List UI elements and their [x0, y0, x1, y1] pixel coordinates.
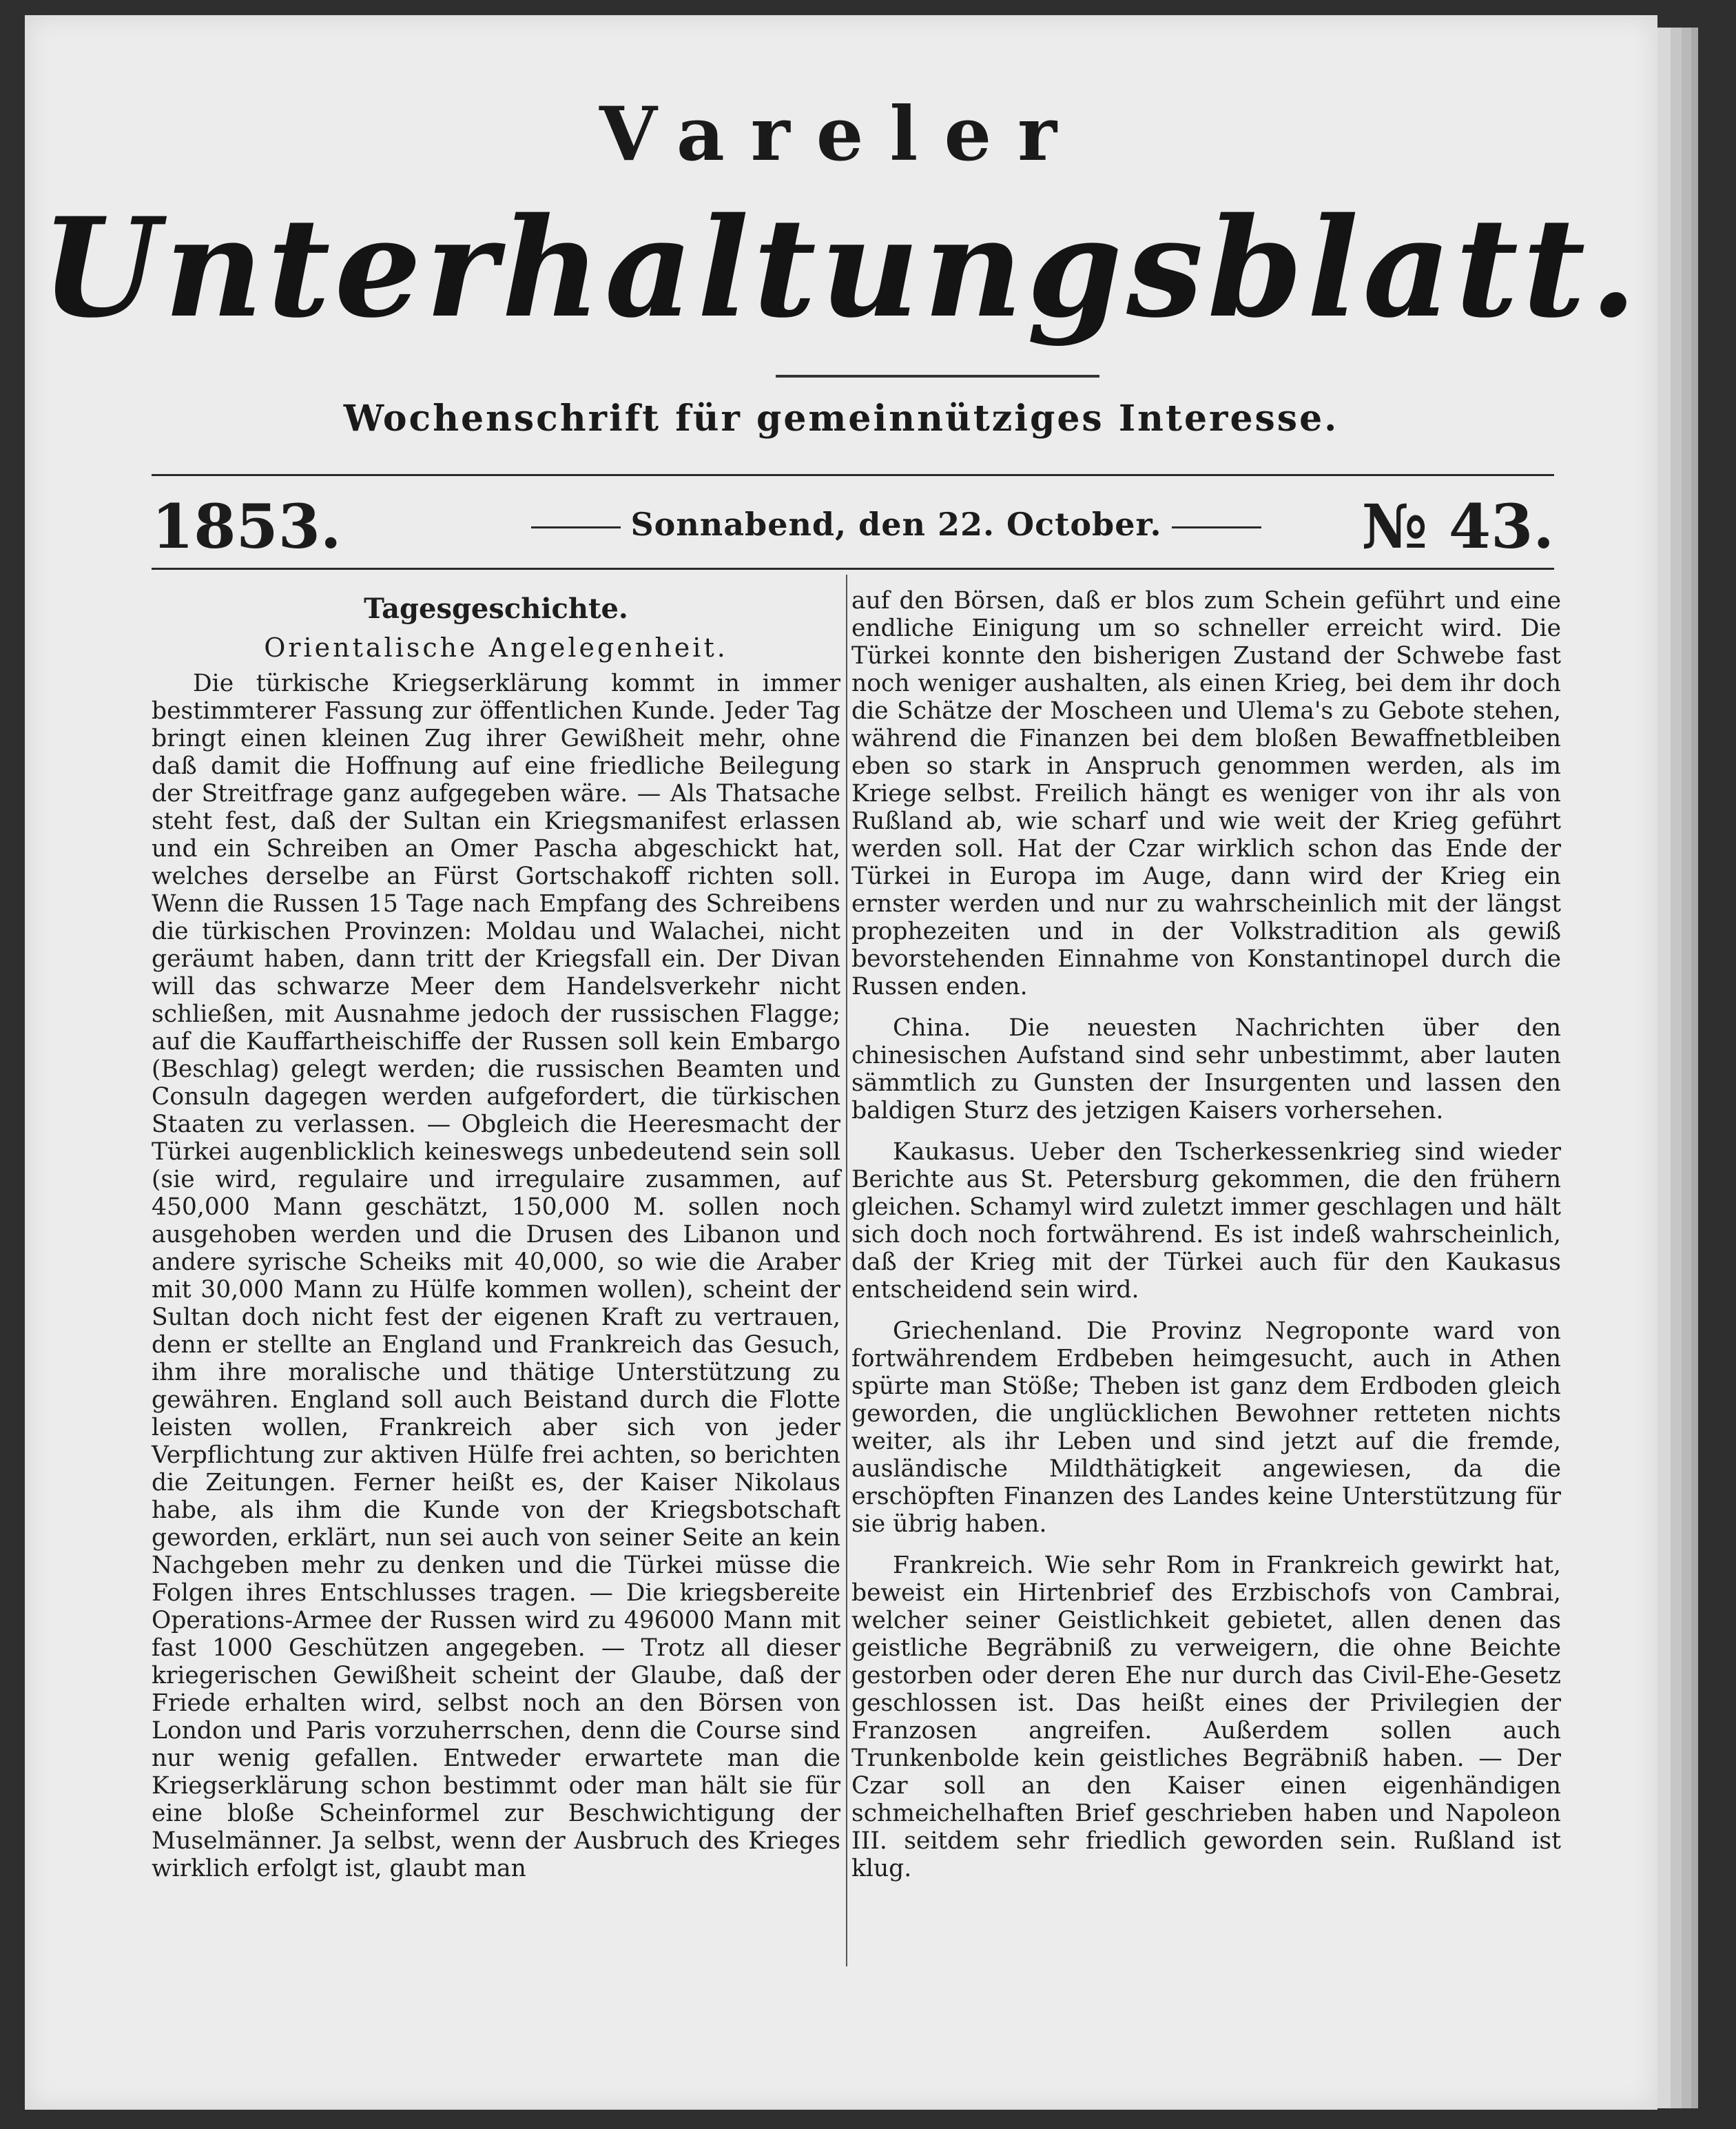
masthead-top-word: Vareler	[599, 91, 1084, 178]
issue-date-line	[507, 506, 1285, 543]
newspaper-page	[25, 15, 1657, 2110]
left-column	[152, 587, 840, 1882]
issue-year: 1853.	[152, 491, 342, 562]
news-item-griechenland: Griechenland. Die Provinz Negroponte ward von fortwährendem Erdbeben heimgesucht, auch in Athen spürte man Stöße; Theben ist ganz dem Erdboden gleich geworden, die unglücklichen Bewohner retteten nichts weiter, als ihr Leben und sind jetzt auf die fremde, ausländische Mildthätigkeit angewiesen, da die erschöpften Finanzen des Landes keine Unterstützung für sie übrig haben.	[851, 1317, 1561, 1538]
news-item-china: China. Die neuesten Nachrichten über den chinesischen Aufstand sind sehr unbestimmt, aber lauten sämmtlich zu Gunsten der Insurgenten und lassen den baldigen Sturz des jetzigen Kaisers vorhersehen.	[851, 1014, 1561, 1124]
masthead-rule	[776, 375, 1099, 378]
article-paragraph: Die türkische Kriegserklärung kommt in immer bestimmterer Fassung zur öffentlichen Kunde. Jeder Tag bringt einen kleinen Zug ihrer Gewißheit mehr, ohne daß damit die Hoffnung auf eine friedliche Beilegung der Streitfrage ganz aufgegeben wäre. — Als Thatsache steht fest, daß der Sultan ein Kriegsmanifest erlassen und ein Schreiben an Omer Pascha abgeschickt hat, welches derselbe an Fürst Gortschakoff richten soll. Wenn die Russen 15 Tage nach Empfang des Schreibens die türkischen Provinzen: Moldau und Walachei, nicht geräumt haben, dann tritt der Kriegsfall ein. Der Divan will das schwarze Meer dem Handelsverkehr nicht schließen, mit Ausnahme jedoch der russischen Flagge; auf die Kauffartheischiffe der Russen soll kein Embargo (Beschlag) gelegt werden; die russischen Beamten und Consuln dagegen werden aufgefordert, die türkischen Staaten zu verlassen. — Obgleich die Heeresmacht der Türkei augenblicklich keineswegs unbedeutend sein soll (sie wird, regulaire und irregulaire zusammen, auf 450,000 Mann geschätzt, 150,000 M. sollen noch ausgehoben werden und die Drusen des Libanon und andere syrische Scheiks mit 40,000, so wie die Araber mit 30,000 Mann zu Hülfe kommen wollen), scheint der Sultan doch nicht fest der eigenen Kraft zu vertrauen, denn er stellte an England und Frankreich das Gesuch, ihm ihre moralische und thätige Unterstützung zu gewähren. England soll auch Beistand durch die Flotte leisten wollen, Frankreich aber sich von jeder Verpflichtung zur aktiven Hülfe frei achten, so berichten die Zeitungen. Ferner heißt es, der Kaiser Nikolaus habe, als ihm die Kunde von der Kriegsbotschaft geworden, erklärt, nun sei auch von seiner Seite an kein Nachgeben mehr zu denken und die Türkei müsse die Folgen ihres Entschlusses tragen. — Die kriegsbereite Operations-Armee der Russen wird zu 496000 Mann mit fast 1000 Geschützen angegeben. — Trotz all dieser kriegerischen Gewißheit scheint der Glaube, daß der Friede erhalten wird, selbst noch an den Börsen von London und Paris vorzuherrschen, denn die Course sind nur wenig gefallen. Entweder erwartete man die Kriegserklärung schon bestimmt oder man hält sie für eine bloße Scheinformel zur Beschwichtigung der Muselmänner. Ja selbst, wenn der Ausbruch des Krieges wirklich erfolgt ist, glaubt man	[152, 670, 840, 1882]
issue-date: Sonnabend, den 22. October.	[630, 506, 1162, 543]
divider-top	[152, 474, 1554, 476]
news-item-kaukasus: Kaukasus. Ueber den Tscherkessenkrieg sind wieder Berichte aus St. Petersburg gekommen, die den frühern gleichen. Schamyl wird zuletzt immer geschlagen und hält sich doch noch fortwährend. Es ist indeß wahrscheinlich, daß der Krieg mit der Türkei auch für den Kaukasus entscheidend sein wird.	[851, 1138, 1561, 1304]
divider-bottom	[152, 568, 1554, 570]
page-stack-edge	[1671, 28, 1682, 2108]
issue-number: № 43.	[1361, 491, 1554, 562]
right-column	[851, 587, 1561, 1882]
section-title: Tagesgeschichte.	[364, 593, 628, 625]
masthead-title: Unterhaltungsblatt.	[41, 187, 1642, 348]
dateline	[25, 491, 1657, 566]
ornament-rule-right	[1172, 526, 1261, 528]
ornament-rule-left	[531, 526, 621, 528]
article-paragraph: auf den Börsen, daß er blos zum Schein geführt und eine endliche Einigung um so schneller erreicht wird. Die Türkei konnte den bisherigen Zustand der Schwebe fast noch weniger aushalten, als einen Krieg, bei dem ihr doch die Schätze der Moscheen und Ulema's zu Gebote stehen, während die Finanzen bei dem bloßen Bewaffnetbleiben eben so stark in Anspruch genommen werden, als im Kriege selbst. Freilich hängt es weniger von ihr als von Rußland ab, wie scharf und wie weit der Krieg geführt werden soll. Hat der Czar wirklich schon das Ende der Türkei in Europa im Auge, dann wird der Krieg ein ernster werden und nur zu wahrscheinlich mit der längst prophezeiten und in der Volkstradition als gewiß bevorstehenden Einnahme von Konstantinopel durch die Russen enden.	[851, 587, 1561, 1000]
news-item-frankreich: Frankreich. Wie sehr Rom in Frankreich gewirkt hat, beweist ein Hirtenbrief des Erzbischofs von Cambrai, welcher seiner Geistlichkeit gebietet, allen denen das geistliche Begräbniß zu verweigern, die ohne Beichte gestorben oder deren Ehe nur durch das Civil-Ehe-Gesetz geschlossen ist. Das heißt eines der Privilegien der Franzosen angreifen. Außerdem sollen auch Trunkenbolde kein geistliches Begräbniß haben. — Der Czar soll an den Kaiser einen eigenhändigen schmeichelhaften Brief geschrieben haben und Napoleon III. seitdem sehr friedlich geworden sein. Rußland ist klug.	[851, 1552, 1561, 1882]
page-stack-edge	[1691, 28, 1698, 2108]
article-title: Orientalische Angelegenheit.	[264, 632, 728, 663]
page-stack-edge	[1682, 28, 1691, 2108]
column-rule	[846, 575, 847, 1966]
page-stack-edge	[1657, 28, 1671, 2108]
masthead-subtitle: Wochenschrift für gemeinnütziges Interesse.	[343, 398, 1339, 440]
